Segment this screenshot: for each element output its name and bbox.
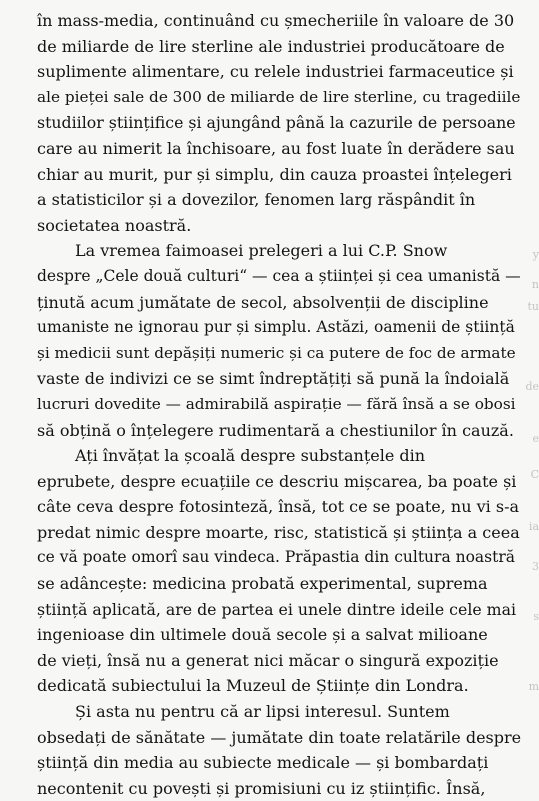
text-line: să obțină o înțelegere rudimentară a chestiunilor în cauză. [37, 420, 514, 440]
text-line: studiilor științifice și ajungând până la cazurile de persoane [37, 113, 516, 133]
paragraph-first-line: La vremea faimoasei prelegeri a lui C.P. Snow [75, 241, 448, 261]
show-through-glyph: y [532, 248, 539, 261]
text-line: societatea noastră. [37, 215, 192, 235]
text-line: predat nimic despre moarte, risc, statistică și știința a ceea [37, 522, 520, 542]
paragraph-first-line: Și asta nu pentru că ar lipsi interesul. Suntem [75, 702, 450, 722]
text-line: chiar au murit, pur și simplu, din cauza proastei înțelegeri [37, 164, 512, 184]
paragraph-first-line: Ați învățat la școală despre substanțele din [75, 446, 426, 466]
text-line: care au nimerit la închisoare, au fost luate în derădere sau [37, 138, 515, 158]
text-line: câte ceva despre fotosinteză, însă, tot ce se poate, nu vi s-a [37, 497, 520, 517]
text-line: suplimente alimentare, cu relele industriei farmaceutice și [37, 62, 514, 82]
text-line: umaniste ne ignorau pur și simplu. Astăzi, oamenii de știință [37, 318, 515, 337]
show-through-glyph: ia [528, 520, 539, 533]
text-line: se adâncește: medicina probată experimental, suprema [37, 574, 488, 594]
text-line: știință aplicată, are de partea ei unele dintre ideile cele mai [37, 599, 517, 619]
text-line: dedicată subiectului la Muzeul de Științe din Londra. [37, 676, 469, 696]
show-through-glyph: C [530, 468, 539, 481]
show-through-glyph: n [531, 278, 539, 291]
text-line: a statisticilor și a dovezilor, fenomen larg răspândit în [37, 190, 476, 210]
show-through-glyph: tu [527, 300, 539, 313]
text-line: ale pieței sale de 300 de miliarde de lire sterline, cu tragediile [37, 87, 521, 106]
show-through-glyph: m [528, 680, 539, 693]
text-line: necontenit cu povești și promisiuni cu iz științific. Însă, [37, 778, 486, 798]
show-through-glyph: s [533, 610, 539, 623]
text-line: ce vă poate omorî sau vindeca. Prăpastia din cultura noastră [37, 548, 515, 567]
text-line: ingenioase din ultimele două secole și a salvat milioane [37, 625, 488, 645]
text-line: lucruri dovedite — admirabilă aspirație — fără însă a se obosi [37, 394, 516, 413]
text-line: și medicii sunt depășiți numeric și ca putere de foc de armate [37, 343, 516, 362]
show-through-glyph: 3 [532, 560, 539, 573]
text-line: de vieți, însă nu a generat nici măcar o singură expoziție [37, 650, 499, 670]
text-line: în mass-media, continuând cu șmecheriile în valoare de 30 [37, 11, 515, 30]
text-line: ținută acum jumătate de secol, absolvenții de discipline [37, 292, 489, 312]
text-line: știință din media au subiecte medicale — și bombardați [37, 753, 489, 773]
text-line: vaste de indivizi ce se simt îndreptățiți să pună la îndoială [37, 369, 510, 389]
show-through-glyph: e [532, 432, 539, 445]
text-line: despre „Cele două culturi“ — cea a științei și cea umanistă — [37, 266, 521, 285]
show-through-glyph: de [525, 380, 539, 393]
text-line: obsedați de sănătate — jumătate din toate relatările despre [37, 727, 522, 747]
text-line: eprubete, despre ecuațiile ce descriu mișcarea, ba poate și [37, 471, 517, 491]
text-line: de miliarde de lire sterline ale industriei producătoare de [37, 36, 505, 56]
body-text [37, 8, 521, 801]
